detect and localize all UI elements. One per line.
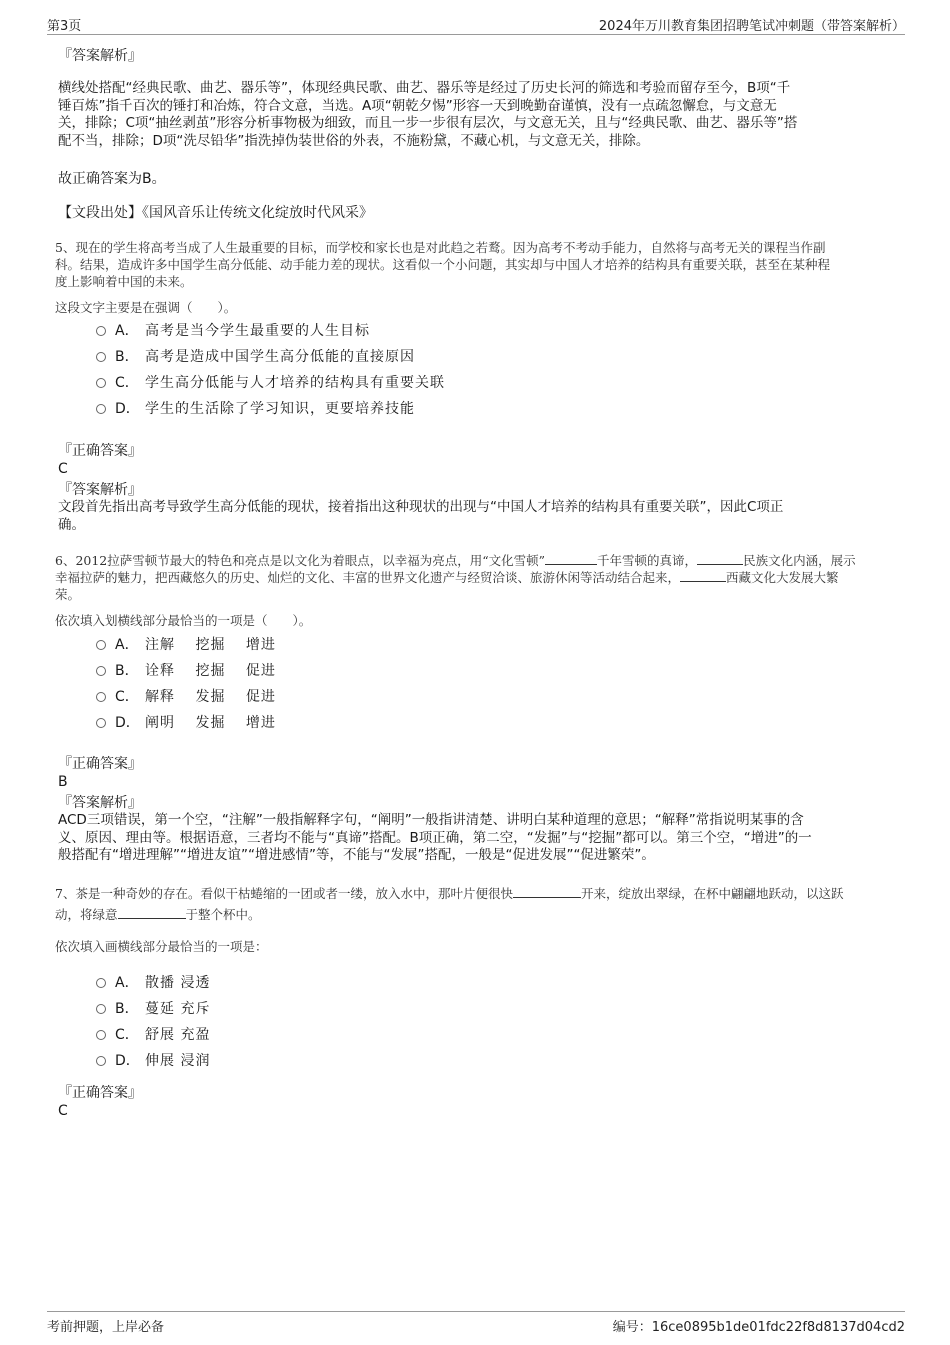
radio-icon[interactable] <box>96 666 106 676</box>
footer-slogan: 考前押题，上岸必备 <box>47 1320 165 1335</box>
q5-prompt: 这段文字主要是在强调（ ）。 <box>55 300 237 315</box>
q5-analysis-label: 『答案解析』 <box>58 482 142 498</box>
blank-3 <box>680 569 726 582</box>
q6-answer: B <box>58 774 68 790</box>
q4-analysis-line: 关，排除；C项“抽丝剥茧”形容分析事物极为细致，而且一步一步很有层次，与文意无关，且与“经典民歌、曲艺、器乐等”搭 <box>58 115 798 131</box>
radio-icon[interactable] <box>96 640 106 650</box>
document-title: 2024年万川教育集团招聘笔试冲刺题（带答案解析） <box>598 19 905 34</box>
q7-answer: C <box>58 1103 68 1119</box>
q6-option-c[interactable]: C． 解释 发掘 促进 <box>96 688 276 706</box>
blank-1 <box>545 552 597 565</box>
q4-conclusion: 故正确答案为B。 <box>58 171 166 187</box>
q5-option-c[interactable]: C． 学生高分低能与人才培养的结构具有重要关联 <box>96 374 445 392</box>
document-code: 编号：16ce0895b1de01fdc22f8d8137d04cd2 <box>612 1320 905 1335</box>
q6-stem: 6、2012拉萨雪顿节最大的特色和亮点是以文化为着眼点，以幸福为亮点，用“文化雪顿” 千年雪顿的真谛， 民族文化内涵，展示 幸福拉萨的魅力，把西藏悠久的历史、灿烂的文化、丰富的世界文化遗产与经贸洽谈、旅游休闲等活动结合起来， 西藏文化大发展大繁 荣。 <box>55 553 856 602</box>
blank-2 <box>118 906 186 919</box>
q7-option-b[interactable]: B． 蔓延 充斥 <box>96 1000 210 1018</box>
page-header <box>47 14 905 35</box>
q5-analysis-line: 文段首先指出高考导致学生高分低能的现状，接着指出这种现状的出现与“中国人才培养的结构具有重要关联”，因此C项正 <box>58 499 784 515</box>
q5-analysis <box>58 499 898 534</box>
q4-analysis-line: 配不当，排除；D项“洗尽铅华”指洗掉伪装世俗的外表，不施粉黛，不藏心机，与文意无关，排除。 <box>58 132 650 149</box>
radio-icon[interactable] <box>96 692 106 702</box>
blank-1 <box>513 885 581 898</box>
q6-analysis-line: 义、原因、理由等。根据语意，三者均不能与“真谛”搭配。B项正确，第二空，“发掘”与“挖掘”都可以。第三个空，“增进”的一 <box>58 829 812 846</box>
radio-icon[interactable] <box>96 404 106 414</box>
blank-2 <box>697 552 743 565</box>
q6-prompt: 依次填入划横线部分最恰当的一项是（ ）。 <box>55 613 312 628</box>
q7-option-c[interactable]: C． 舒展 充盈 <box>96 1026 210 1044</box>
q7-option-d[interactable]: D． 伸展 浸润 <box>96 1052 210 1070</box>
radio-icon[interactable] <box>96 352 106 362</box>
q6-analysis <box>58 812 898 865</box>
radio-icon[interactable] <box>96 378 106 388</box>
q4-analysis-label: 『答案解析』 <box>58 48 142 64</box>
q7-answer-label: 『正确答案』 <box>58 1085 142 1101</box>
q4-source: 【文段出处】《国风音乐让传统文化绽放时代风采》 <box>58 205 373 221</box>
radio-icon[interactable] <box>96 326 106 336</box>
q6-option-a[interactable]: A． 注解 挖掘 增进 <box>96 636 276 654</box>
radio-icon[interactable] <box>96 1030 106 1040</box>
q5-option-b[interactable]: B． 高考是造成中国学生高分低能的直接原因 <box>96 348 415 366</box>
q4-analysis-line: 锤百炼”指千百次的锤打和冶炼，符合文意，当选。A项“朝乾夕惕”形容一天到晚勤奋谨慎，没有一点疏忽懈怠，与文意无 <box>58 97 777 114</box>
page-footer <box>47 1311 905 1334</box>
q6-option-b[interactable]: B． 诠释 挖掘 促进 <box>96 662 276 680</box>
q7-prompt: 依次填入画横线部分最恰当的一项是： <box>55 939 268 954</box>
q5-option-d[interactable]: D． 学生的生活除了学习知识，更要培养技能 <box>96 400 415 418</box>
q5-option-a[interactable]: A． 高考是当今学生最重要的人生目标 <box>96 322 370 340</box>
q7-option-a[interactable]: A． 散播 浸透 <box>96 974 210 992</box>
q6-analysis-line: 般搭配有“增进理解”“增进友谊”“增进感情”等，不能与“发展”搭配，一般是“促进发展”“促进繁荣”。 <box>58 847 655 863</box>
page-number: 第3页 <box>47 19 82 34</box>
q4-analysis-line: 横线处搭配“经典民歌、曲艺、器乐等”，体现经典民歌、曲艺、器乐等是经过了历史长河的筛选和考验而留存至今，B项“千 <box>58 80 791 96</box>
q5-answer: C <box>58 461 68 477</box>
radio-icon[interactable] <box>96 1004 106 1014</box>
q6-option-d[interactable]: D． 阐明 发掘 增进 <box>96 714 276 732</box>
q5-stem <box>55 239 905 290</box>
q5-stem-line: 科。结果，造成许多中国学生高分低能、动手能力差的现状。这看似一个小问题，其实却与中国人才培养的结构具有重要关联，甚至在某种程 <box>55 257 831 272</box>
radio-icon[interactable] <box>96 978 106 988</box>
q4-analysis <box>58 80 898 150</box>
q7-stem: 7、茶是一种奇妙的存在。看似干枯蜷缩的一团或者一缕，放入水中，那叶片便很快 开来，绽放出翠绿，在杯中翩翩地跃动，以这跃 动，将绿意 于整个杯中。 <box>55 886 844 922</box>
q6-analysis-label: 『答案解析』 <box>58 795 142 811</box>
q5-answer-label: 『正确答案』 <box>58 443 142 459</box>
q6-analysis-line: ACD三项错误，第一个空，“注解”一般指解释字句，“阐明”一般指讲清楚、讲明白某种道理的意思；“解释”常指说明某事的含 <box>58 812 804 828</box>
q5-stem-line: 度上影响着中国的未来。 <box>55 274 193 289</box>
q5-analysis-line: 确。 <box>58 516 85 533</box>
radio-icon[interactable] <box>96 1056 106 1066</box>
q5-stem-line: 5、现在的学生将高考当成了人生最重要的目标，而学校和家长也是对此趋之若鹜。因为高考不考动手能力，自然将与高考无关的课程当作副 <box>55 240 826 255</box>
radio-icon[interactable] <box>96 718 106 728</box>
q6-answer-label: 『正确答案』 <box>58 756 142 772</box>
